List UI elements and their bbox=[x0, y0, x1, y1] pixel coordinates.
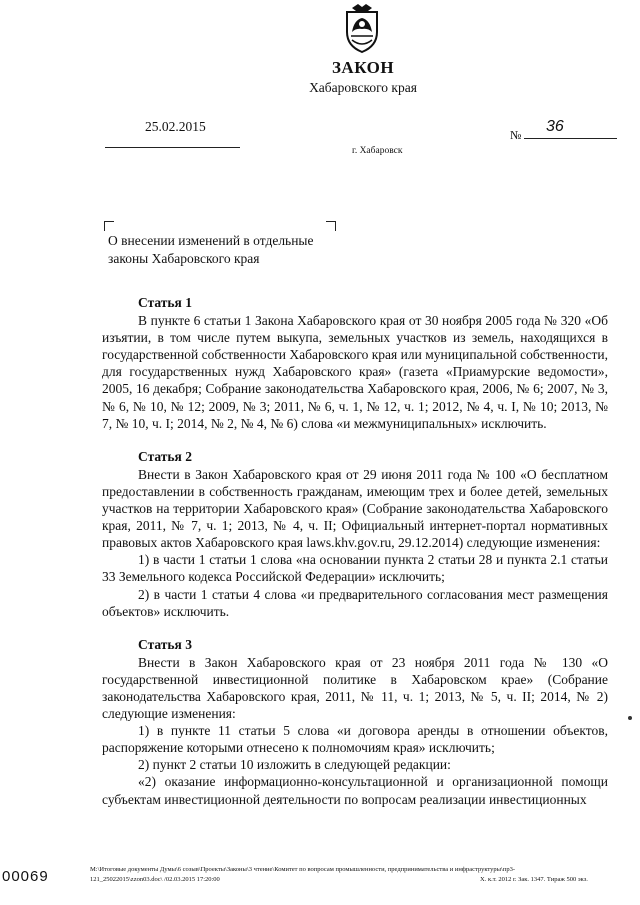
article-heading: Статья 3 bbox=[138, 636, 192, 652]
article-paragraph: Внести в Закон Хабаровского края от 23 ноября 2011 года № 130 «О государственной инвестиционной политике в Хабаровском крае» (Собрание законодательства Хабаровского края, 2011, № 11, ч. 1; 2013, № 5, ч. II; 2014, № 2) следующие изменения: bbox=[102, 654, 608, 722]
footer-file-path-continued: 121_25022015\zzon03.doc\ /02.03.2015 17:20:00 bbox=[90, 876, 220, 883]
subject-line: О внесении изменений в отдельные bbox=[108, 233, 314, 248]
document-title: ЗАКОН bbox=[331, 58, 395, 77]
coat-of-arms-icon bbox=[338, 2, 386, 54]
article-heading: Статья 2 bbox=[138, 448, 192, 464]
document-subject bbox=[108, 232, 348, 268]
article-item: 1) в пункте 11 статьи 5 слова «и договора аренды в отношении объектов, распоряжение которыми отнесено к полномочиям края» исключить; bbox=[102, 723, 608, 756]
subject-corner-right bbox=[326, 221, 336, 231]
article-paragraph: В пункте 6 статьи 1 Закона Хабаровского края от 30 ноября 2005 года № 320 «Об изъятии, в том числе путем выкупа, земельных участков из земель, находящихся в государственной собственности Хабаровского края или муниципальной собственности, для государственных нужд Хабаровского края» (газета «Приамурские ведомости», 2005, 16 декабря; Собрание законодательства Хабаровского края, 2006, № 6; 2007, № 3, № 6, № 10, № 12; 2009, № 3; 2011, № 6, ч. 1, № 12, ч. 1; 2012, № 4, ч. I, № 10; 2013, № 7, № 10, ч. I; 2014, № 2, № 4, № 6) слова «и межмуниципальных» исключить. bbox=[102, 313, 608, 431]
article-heading: Статья 1 bbox=[138, 295, 192, 310]
article-item: 2) в части 1 статьи 4 слова «и предварительного согласования мест размещения объектов» исключить. bbox=[102, 586, 608, 619]
footer-print-info: Х. к.т. 2012 г. Зак. 1347. Тираж 500 экз. bbox=[480, 876, 588, 883]
article-item: 2) пункт 2 статьи 10 изложить в следующей редакции: bbox=[138, 757, 451, 773]
subject-corner-left bbox=[104, 221, 114, 231]
date-underline bbox=[105, 147, 240, 148]
footer-doc-id: 00069 bbox=[2, 868, 49, 885]
document-body bbox=[102, 294, 608, 808]
document-number: 36 bbox=[546, 118, 564, 135]
article-paragraph: Внести в Закон Хабаровского края от 29 июня 2011 года № 100 «О бесплатном предоставлении в собственность гражданам, имеющим трех и более детей, земельных участков на территории Хабаровского края» (Собрание законодательства Хабаровского края, 2011, № 7, ч. 1; 2013, № 4, ч. II; Официальный интернет-портал нормативных правовых актов Хабаровского края laws.khv.gov.ru, 29.12.2014) следующие изменения: bbox=[102, 466, 608, 551]
subject-line: законы Хабаровского края bbox=[108, 251, 260, 266]
document-date: 25.02.2015 bbox=[145, 119, 206, 134]
article-item: 1) в части 1 статьи 1 слова «на основании пункта 2 статьи 28 и пункта 2.1 статьи 33 Земельного кодекса Российской Федерации» исключить; bbox=[102, 552, 608, 585]
footer-file-path: М:\Итоговые документы Думы\6 созыв\Проекты\Законы\3 чтение\Комитет по вопросам промышленности, предпринимательства и инфраструктуры\пр3- bbox=[90, 866, 516, 873]
number-underline bbox=[524, 138, 617, 139]
document-subtitle: Хабаровского края bbox=[309, 80, 417, 95]
article-item: «2) оказание информационно-консультационной и организационной помощи субъектам инвестиционной деятельности по вопросам реализации инвестиционных bbox=[102, 774, 608, 807]
city-name: г. Хабаровск bbox=[352, 146, 403, 156]
number-label: № bbox=[510, 128, 522, 142]
scan-speck bbox=[628, 716, 632, 720]
